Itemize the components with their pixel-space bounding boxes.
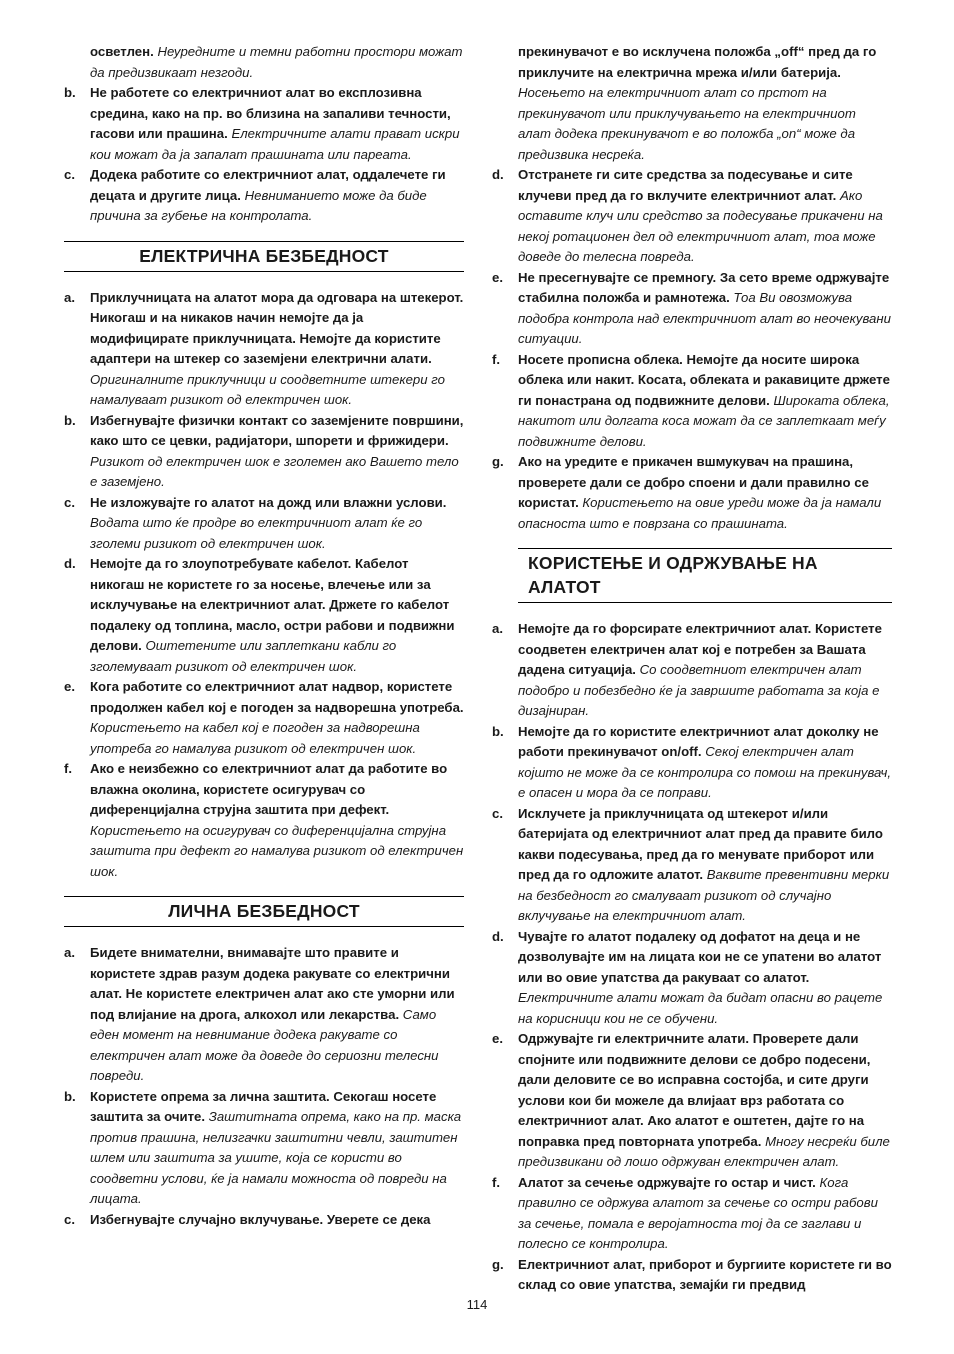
item-bold-text: Кога работите со електричниот алат надвор, користете продолжен кабел кој е погоден за надворешна употреба. (90, 679, 464, 715)
item-bold-text: Немојте да го користите електричниот алат доколку не работи прекинувачот on/off. (518, 723, 879, 759)
list-item (64, 83, 464, 165)
item-letter: d. (492, 928, 504, 944)
list-item (64, 288, 464, 411)
list-item (492, 804, 892, 927)
list-item (64, 1087, 464, 1210)
item-italic-text: Заштитната опрема, како на пр. маска против прашина, нелизгачки заштитни чевли, заштитен шлем или заштита за ушите, која се користи во соодветни услови, ќе ја намали можноста од повреди на лицата. (90, 1109, 462, 1206)
item-italic-text: Само еден момент на невнимание додека ракувате со електричен алат може да доведе до сериозни телесни повреди. (90, 1006, 439, 1083)
item-bold-text: Користете опрема за лична заштита. Секогаш носете заштита за очите. (90, 1088, 437, 1124)
item-letter: b. (64, 1088, 76, 1104)
item-bold-text: Немојте да го злоупотребувате кабелот. Кабелот никогаш не користете го за носење, влечење или за исклучување на електричниот алат. Држете го кабелот подалеку од топлина, масло, остри рабови и подвижни делови. (90, 556, 455, 653)
list-item (492, 619, 892, 722)
item-bold-text: Ако е неизбежно со електричниот алат да работите во влажна околина, користете осигурувач со диференцијална струјна заштита при дефект. (90, 761, 448, 817)
item-italic-text: Користењето на кабел кој е погоден за надворешна употреба го намалува ризикот од електричен шок. (90, 720, 420, 756)
right-column (492, 42, 892, 1296)
item-italic-text: Оригиналните приклучници и соодветните штекери го намалуваат ризикот од електричен шок. (90, 371, 445, 407)
page-number: 114 (466, 1297, 488, 1312)
item-bold-text: Отстранете ги сите средства за подесување и сите клучеви пред да го вклучите електричниот алат. (518, 167, 853, 203)
list-item (492, 927, 892, 1030)
item-bold-text: Избегнувајте случајно вклучување. Уверете се дека (90, 1211, 431, 1227)
item-letter: b. (492, 723, 504, 739)
item-letter: d. (492, 167, 504, 182)
item-italic-text: Тоа Ви овозможува подобра контрола над електричниот алат во неочекувани ситуации. (518, 290, 891, 346)
item-letter: c. (492, 805, 503, 821)
item-bold-text: Приклучницата на алатот мора да одговара на штекерот. Никогаш и на никаков начин немојте да ја модифицирате приклучницата. Немојте да користите адаптери на штекер со заземјени електрични алати. (90, 289, 464, 366)
item-letter: c. (64, 494, 75, 510)
item-bold-text: Додека работите со електричниот алат, оддалечете ги децата и другите лица. (90, 167, 446, 203)
item-bold-text: Избегнувајте физички контакт со заземјените површини, како што се цевки, радијатори, шпорети и фрижидери. (90, 412, 464, 448)
right-top-items (492, 42, 892, 534)
list-item (492, 350, 892, 453)
tool-use-items (492, 619, 892, 1296)
list-item (492, 1255, 892, 1296)
list-item (492, 268, 892, 350)
left-top-items (64, 42, 464, 227)
personal-safety-items (64, 943, 464, 1230)
item-letter: a. (492, 621, 503, 636)
list-item (492, 722, 892, 804)
item-italic-text: Ако оставите клуч или средство за подесување прикачени на некој ротационен дел од електричниот алат, тоа може доведе до телесна повреда. (518, 187, 883, 264)
item-letter: e. (492, 1031, 503, 1046)
list-item (64, 943, 464, 1087)
item-bold-text: Одржувајте ги електричните алати. Проверете дали спојните или подвижните делови се добро подесени, дали деловите се во исправна состојба, и сите други услови кои би можеле да влијаат врз работата со електричниот алат. Ако алатот е оштетен, дајте го на поправка пред повторната употреба. (518, 1031, 871, 1149)
list-item (64, 1210, 464, 1231)
list-item (64, 759, 464, 882)
item-letter: c. (64, 1211, 75, 1227)
item-bold-text: Алатот за сечење одржувајте го остар и чист. (518, 1174, 816, 1190)
item-italic-text: Оштетените или заплеткани кабли го зголемуваат ризикот од електричен шок. (90, 638, 397, 674)
section-heading-electrical-safety: ЕЛЕКТРИЧНА БЕЗБЕДНОСТ (64, 241, 464, 272)
item-bold-text: Чувајте го алатот подалеку од дофатот на деца и не дозволувајте им на лицата кои не се упатени во алатот или во овие упатства да ракуваат со алатот. (518, 928, 882, 985)
item-letter: e. (492, 269, 503, 285)
item-letter: e. (64, 679, 75, 694)
item-letter: a. (64, 945, 75, 960)
item-letter: b. (64, 85, 76, 100)
item-italic-text: Користењето на осигурувач со диференцијална струјна заштита при дефект го намалува ризикот од електричен шок. (90, 822, 464, 879)
item-bold-text: Не пресегнувајте се премногу. За сето време одржувајте стабилна положба и рамнотежа. (518, 269, 890, 305)
item-italic-text: Користењето на овие уреди може да ја намали опасноста што е поврзана со прашината. (518, 495, 882, 531)
item-italic-text: Електричните алати можат да бидат опасни во рацете на корисници кои не се обучени. (518, 990, 883, 1026)
item-italic-text: Невниманието може да биде причина за губење на контролата. (90, 187, 427, 223)
item-letter: c. (64, 167, 75, 182)
left-column (64, 42, 464, 1230)
item-italic-text: Ризикот од електричен шок е зголемен ако Вашето тело е заземјено. (90, 453, 459, 489)
item-bold-text: Бидете внимателни, внимавајте што правите и користете здрав разум додека ракувате со електрични алат. Не користете електричен алат ако сте уморни или под влијание на дрога, алкохол или лекарства. (90, 945, 455, 1022)
list-item (64, 165, 464, 227)
item-letter: b. (64, 412, 76, 428)
list-item (492, 452, 892, 534)
item-bold-text: Електричниот алат, приборот и бургиите користете ги во склад со овие упатства, земајќи ги предвид (518, 1256, 892, 1292)
item-italic-text: Многу несреќи биле предизвикани од лошо одржуван електричен алат. (518, 1133, 890, 1169)
list-item (64, 411, 464, 493)
section-heading-personal-safety: ЛИЧНА БЕЗБЕДНОСТ (64, 896, 464, 927)
list-item (492, 1029, 892, 1173)
electrical-safety-items (64, 288, 464, 883)
item-bold-text: Носете прописна облека. Немојте да носите широка облека или накит. Косата, облеката и ракавиците држете ги понастрана од подвижните делови. (518, 351, 890, 408)
item-italic-text: Кога правилно се одржува алатот за сечење со остри рабови за сечење, помала е веројатноста тој да се заглави и полесно се контролира. (518, 1174, 878, 1251)
item-italic-text: Ваквите превентивни мерки на безбедност го смалуваат ризикот од случајно вклучување на електричниот алат. (518, 867, 890, 923)
item-italic-text: Со соодветниот електричен алат подобро и побезбедно ќе ја завршите работата за која е дизајниран. (518, 662, 880, 718)
section-heading-tool-use-and-care: КОРИСТЕЊЕ И ОДРЖУВАЊЕ НА АЛАТОТ (518, 548, 892, 603)
item-bold-text: Не работете со електричниот алат во експлозивна средина, како на пр. во близина на запаливи течности, гасови или прашина. (90, 85, 451, 141)
list-item (492, 165, 892, 268)
list-item (492, 42, 892, 165)
item-bold-text: Ако на уредите е прикачен вшмукувач на прашина, проверете дали се добро споени и дали правилно се користат. (518, 454, 869, 510)
list-item (64, 554, 464, 677)
item-bold-text: Исклучете ја приклучницата од штекерот и/или батеријата од електричниот алат пред да правите било какви подесувања, пред да го менувате приборот или пред да го одложите алатот. (518, 805, 883, 882)
item-letter: f. (492, 1174, 501, 1190)
item-bold-text: осветлен. (90, 44, 154, 59)
list-item (64, 493, 464, 555)
item-bold-text: прекинувачот е во исклучена положба „off“ пред да го приклучите на електрична мрежа и/или батерија. (518, 44, 877, 80)
item-italic-text: Носењето на електричниот алат со прстот на прекинувачот или приклучувањето на електричниот алат додека прекинувачот е во положба „on“ може да предизвика несреќа. (518, 85, 856, 162)
item-letter: g. (492, 1256, 504, 1272)
item-letter: f. (64, 761, 73, 776)
item-italic-text: Секој електричен алат којшто не може да се контролира со помош на прекинувач, е опасен и мора да се поправи. (518, 744, 891, 800)
list-item (492, 1173, 892, 1255)
item-bold-text: Не изложувајте го алатот на дожд или влажни услови. (90, 494, 447, 510)
item-letter: d. (64, 556, 76, 571)
item-bold-text: Немојте да го форсирате електричниот алат. Користете соодветен електричен алат кој е потребен за Вашата дадена ситуација. (518, 621, 882, 677)
list-item (64, 42, 464, 83)
item-italic-text: Неуредните и темни работни простори можат да предизвикаат незгоди. (90, 44, 463, 80)
item-letter: g. (492, 454, 504, 469)
list-item (64, 677, 464, 759)
item-letter: a. (64, 289, 75, 305)
item-italic-text: Електричните алати прават искри кои можат да ја запалат прашината или пареата. (90, 126, 460, 162)
item-letter: f. (492, 351, 501, 367)
item-italic-text: Водата што ќе продре во електричниот алат ќе го зголеми ризикот од електричен шок. (90, 515, 423, 551)
item-italic-text: Широката облека, накитот или долгата коса можат да се заплеткаат меѓу подвижните делови. (518, 392, 890, 449)
